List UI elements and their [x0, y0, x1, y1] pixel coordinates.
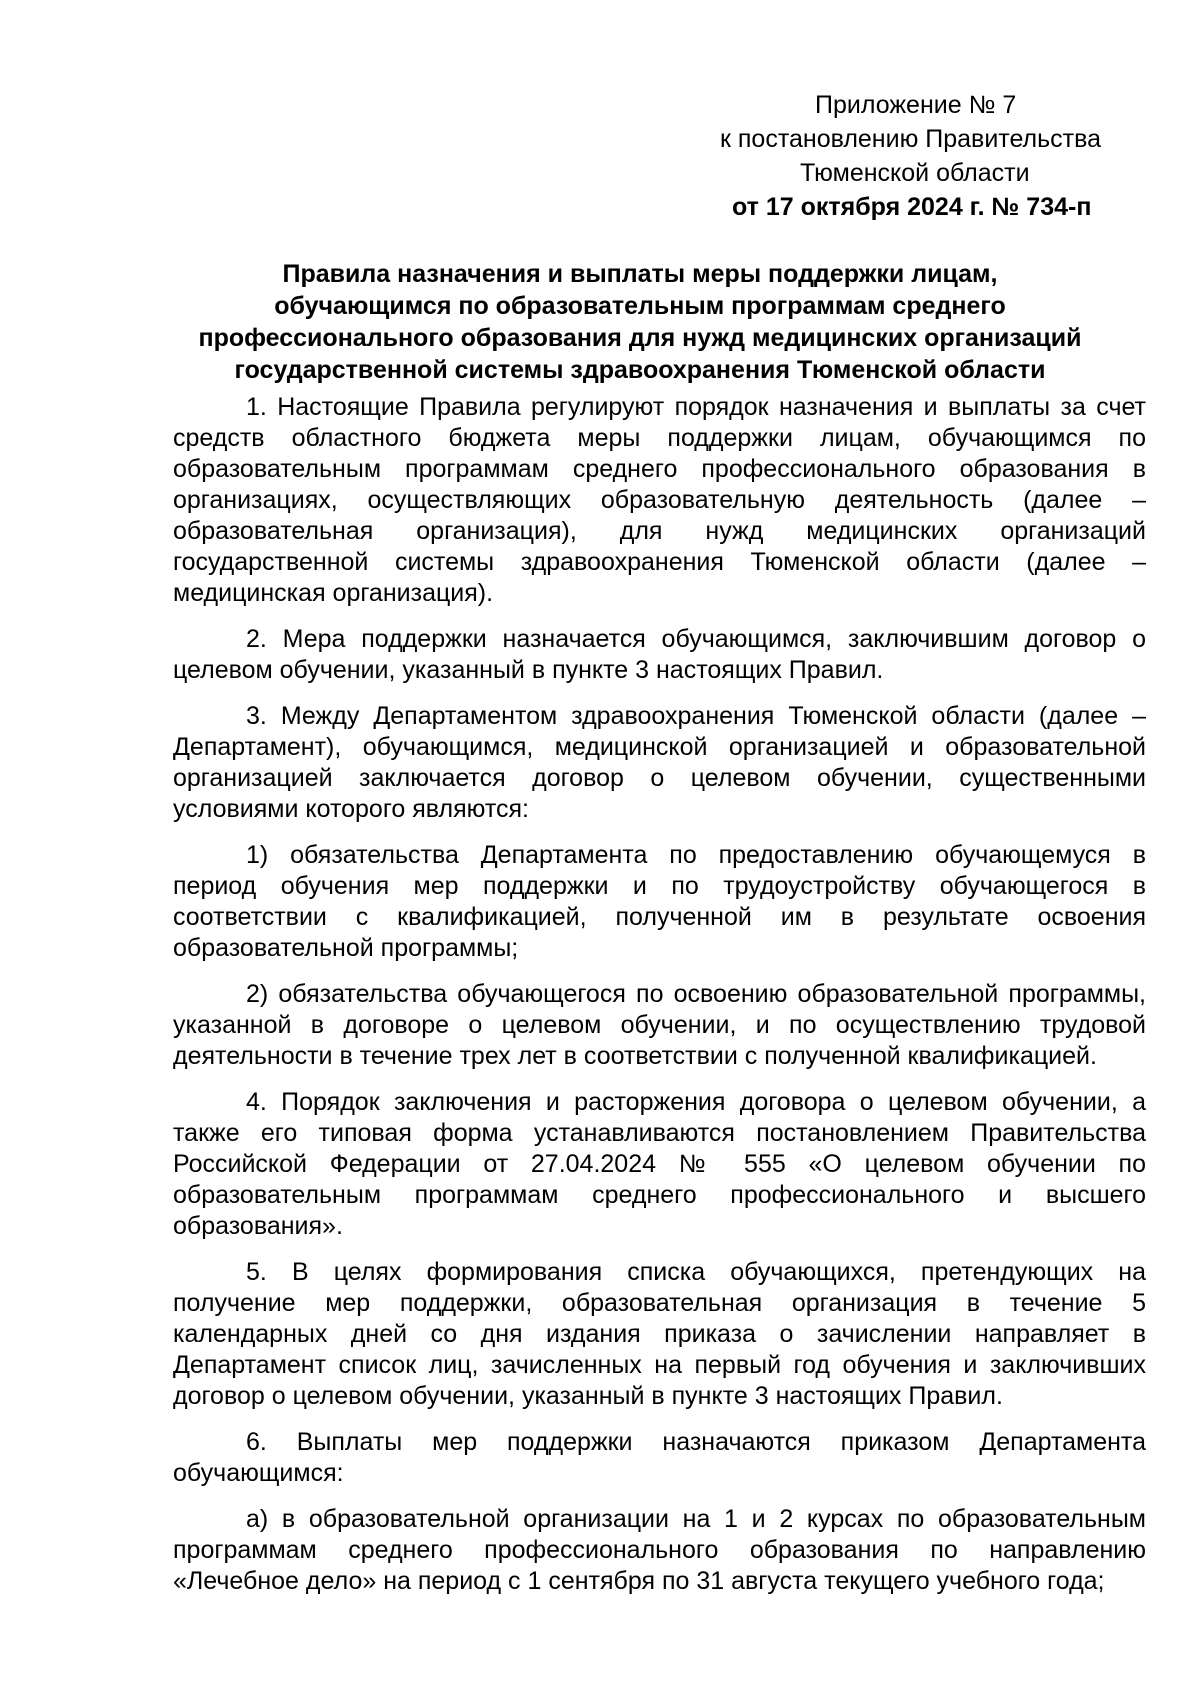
appendix-number: Приложение № 7 — [815, 91, 1017, 119]
paragraph-2: 2. Мера поддержки назначается обучающимся, заключившим договор о целевом обучении, указанный в пункте 3 настоящих Правил. — [173, 625, 1146, 684]
appendix-header — [660, 88, 1140, 224]
appendix-region: Тюменской области — [800, 159, 1030, 187]
paragraph-5: 5. В целях формирования списка обучающихся, претендующих на получение мер поддержки, образовательная организация в течение 5 календарных дней со дня издания приказа о зачислении направляет в Департамент список лиц, зачисленных на первый год обучения и заключивших договор о целевом обучении, указанный в пункте 3 настоящих Правил. — [173, 1258, 1146, 1410]
paragraph-3-item-1: 1) обязательства Департамента по предоставлению обучающемуся в период обучения мер поддержки и по трудоустройству обучающегося в соответствии с квалификацией, полученной им в результате освоения образовательной программы; — [173, 841, 1146, 962]
document-body — [173, 392, 1146, 1612]
paragraph-6: 6. Выплаты мер поддержки назначаются приказом Департамента обучающимся: — [173, 1428, 1146, 1487]
paragraph-4: 4. Порядок заключения и расторжения договора о целевом обучении, а также его типовая форма устанавливаются постановлением Правительства Российской Федерации от 27.04.2024 № 555 «О целевом обучении по образовательным программам среднего профессионального и высшего образования». — [173, 1088, 1146, 1240]
paragraph-6-item-a: а) в образовательной организации на 1 и 2 курсах по образовательным программам среднего профессионального образования по направлению «Лечебное дело» на период с 1 сентября по 31 августа текущего учебного года; — [173, 1505, 1146, 1595]
title-line: профессионального образования для нужд медицинских организаций — [198, 324, 1082, 352]
paragraph-1: 1. Настоящие Правила регулируют порядок назначения и выплаты за счет средств областного бюджета меры поддержки лицам, обучающимся по образовательным программам среднего профессионального образования в организациях, осуществляющих образовательную деятельность (далее – образовательная организация), для нужд медицинских организаций государственной системы здравоохранения Тюменской области (далее – медицинская организация). — [173, 393, 1146, 607]
title-line: государственной системы здравоохранения Тюменской области — [234, 356, 1046, 384]
document-title — [160, 258, 1120, 386]
paragraph-3-item-2: 2) обязательства обучающегося по освоению образовательной программы, указанной в договоре о целевом обучении, и по осуществлению трудовой деятельности в течение трех лет в соответствии с полученной квалификацией. — [173, 980, 1146, 1070]
appendix-date-number: от 17 октября 2024 г. № 734-п — [732, 193, 1092, 221]
title-line: обучающимся по образовательным программам среднего — [274, 292, 1006, 320]
appendix-reference: к постановлению Правительства — [720, 125, 1102, 153]
paragraph-3: 3. Между Департаментом здравоохранения Тюменской области (далее – Департамент), обучающимся, медицинской организацией и образовательной организацией заключается договор о целевом обучении, существенными условиями которого являются: — [173, 702, 1146, 823]
title-line: Правила назначения и выплаты меры поддержки лицам, — [282, 260, 998, 288]
